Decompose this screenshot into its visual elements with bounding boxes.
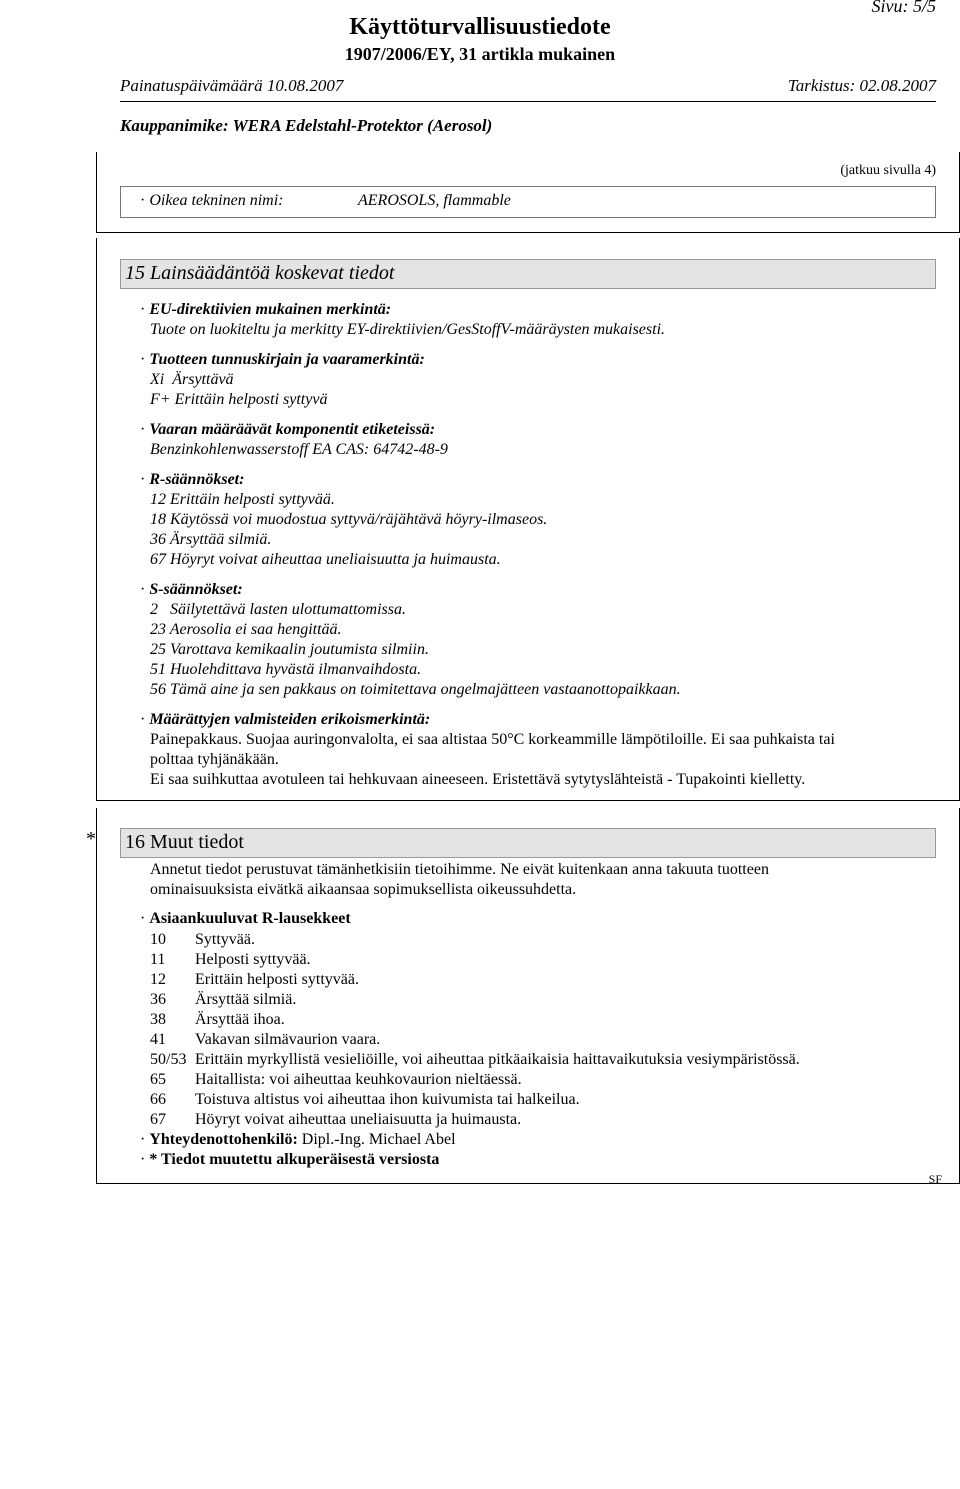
special-marking-label: · Määrättyjen valmisteiden erikoismerkintä: <box>140 711 431 728</box>
special-marking-line: Painepakkaus. Suojaa auringonvalolta, ei saa altistaa 50°C korkeammille lämpötiloille. Ei saa puhkaista tai <box>150 731 835 748</box>
r-phrase: 36 Ärsyttää silmiä. <box>150 531 272 548</box>
special-marking-line: polttaa tyhjänäkään. <box>150 751 279 768</box>
print-date: Painatuspäivämäärä 10.08.2007 <box>120 76 344 95</box>
technical-name-label: · Oikea tekninen nimi: <box>140 192 284 209</box>
relevant-r-phrase: 41 Vakavan silmävaurion vaara. <box>150 1031 381 1048</box>
revision-date: Tarkistus: 02.08.2007 <box>787 76 936 95</box>
hazard-symbol-xi: Xi Ärsyttävä <box>150 371 234 388</box>
continued-note: (jatkuu sivulla 4) <box>840 163 936 178</box>
relevant-r-phrase: 65 Haitallista: voi aiheuttaa keuhkovaurion nieltäessä. <box>150 1071 522 1088</box>
trade-name: Kauppanimike: WERA Edelstahl-Protektor (Aerosol) <box>120 116 493 135</box>
hazard-symbol-f: F+ Erittäin helposti syttyvä <box>150 391 328 408</box>
s-phrase: 2 Säilytettävä lasten ulottumattomissa. <box>150 601 406 618</box>
relevant-r-phrase: 11 Helposti syttyvää. <box>150 951 311 968</box>
relevant-r-phrase: 38 Ärsyttää ihoa. <box>150 1011 285 1028</box>
relevant-r-phrase: 10 Syttyvää. <box>150 931 255 948</box>
changed-note: · * Tiedot muutettu alkuperäisestä versiosta <box>140 1151 440 1168</box>
s-phrase: 56 Tämä aine ja sen pakkaus on toimitettava ongelmajätteen vastaanottopaikkaan. <box>150 681 681 698</box>
technical-name-value: AEROSOLS, flammable <box>358 192 511 209</box>
r-phrase: 67 Höyryt voivat aiheuttaa uneliaisuutta ja huimausta. <box>150 551 501 568</box>
relevant-r-phrase: 12 Erittäin helposti syttyvää. <box>150 971 359 988</box>
header-rule <box>120 101 936 102</box>
s-phrase: 51 Huolehdittava hyvästä ilmanvaihdosta. <box>150 661 422 678</box>
r-phrase: 12 Erittäin helposti syttyvää. <box>150 491 335 508</box>
relevant-r-phrases-label: · Asiaankuuluvat R-lausekkeet <box>140 910 351 927</box>
s-phrase: 25 Varottava kemikaalin joutumista silmiin. <box>150 641 429 658</box>
page-number: Sivu: 5/5 <box>871 0 936 16</box>
components-label: · Vaaran määräävät komponentit etiketeissä: <box>140 421 436 438</box>
relevant-r-phrase: 50/53 Erittäin myrkyllistä vesieliöille, voi aiheuttaa pitkäaikaisia haittavaikutuksia vesiympäristössä. <box>150 1051 800 1068</box>
section-16-intro-line: Annetut tiedot perustuvat tämänhetkisiin tietoihimme. Ne eivät kuitenkaan anna takuuta tuotteen <box>150 861 769 878</box>
r-phrase: 18 Käytössä voi muodostua syttyvä/räjähtävä höyry-ilmaseos. <box>150 511 548 528</box>
special-marking-line: Ei saa suihkuttaa avotuleen tai hehkuvaan aineeseen. Eristettävä sytytyslähteistä - Tupakointi kielletty. <box>150 771 806 788</box>
document-title: Käyttöturvallisuustiedote <box>349 14 611 40</box>
r-phrases-label: · R-säännökset: <box>140 471 245 488</box>
contact-person: · Yhteydenottohenkilö: Dipl.-Ing. Michael Abel <box>140 1131 456 1148</box>
section-16-intro-line: ominaisuuksista eivätkä aikaansaa sopimuksellista oikeussuhdetta. <box>150 881 577 898</box>
relevant-r-phrase: 36 Ärsyttää silmiä. <box>150 991 297 1008</box>
eu-marking-label: · EU-direktiivien mukainen merkintä: <box>140 301 392 318</box>
eu-marking-text: Tuote on luokiteltu ja merkitty EY-direktiivien/GesStoffV-määräysten mukaisesti. <box>150 321 666 338</box>
s-phrases-label: · S-säännökset: <box>140 581 243 598</box>
section-15-heading: 15 Lainsäädäntöä koskevat tiedot <box>120 259 936 289</box>
relevant-r-phrase: 66 Toistuva altistus voi aiheuttaa ihon kuivumista tai halkeilua. <box>150 1091 580 1108</box>
s-phrase: 23 Aerosolia ei saa hengittää. <box>150 621 342 638</box>
document-subtitle: 1907/2006/EY, 31 artikla mukainen <box>344 44 616 64</box>
components-text: Benzinkohlenwasserstoff EA CAS: 64742-48-9 <box>150 441 448 458</box>
section-16-heading: 16 Muut tiedot <box>120 828 936 858</box>
change-mark: * <box>86 828 96 850</box>
hazard-symbols-label: · Tuotteen tunnuskirjain ja vaaramerkintä: <box>140 351 425 368</box>
relevant-r-phrase: 67 Höyryt voivat aiheuttaa uneliaisuutta ja huimausta. <box>150 1111 522 1128</box>
language-code: SF <box>928 1172 942 1186</box>
